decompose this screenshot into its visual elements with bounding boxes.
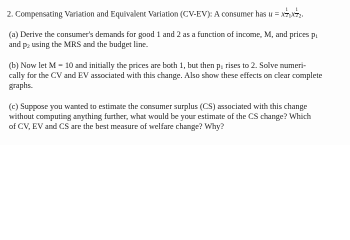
utility-exponent-1: $\frac{1}{2}$ [285, 8, 289, 19]
part-b-line-3: graphs. [9, 81, 33, 90]
part-a-line-2: and $p_2$ using the MRS and the budget line. [9, 40, 149, 50]
utility-period: . [301, 9, 304, 19]
utility-equals: = [272, 9, 282, 19]
part-c-line-2: without computing anything further, what would be your estimate of the CS change? Which [9, 112, 311, 121]
utility-sub-2: 2 [298, 13, 302, 20]
utility-u: u [268, 9, 273, 19]
utility-sub-1: 1 [288, 13, 292, 20]
utility-x2: x [291, 9, 295, 19]
part-b-line-2: cally for the CV and EV associated with this change. Also show these effects on clear complete [9, 71, 323, 80]
utility-exponent-2: $\frac{1}{2}$ [295, 8, 299, 19]
utility-x1: x [281, 9, 285, 19]
question-heading [7, 9, 303, 21]
part-c-line-1: (c) Suppose you wanted to estimate the consumer surplus (CS) associated with this change [9, 102, 308, 111]
part-b-line-1: (b) Now let M = 10 and initially the prices are both 1, but then $p_1$ rises to 2. Solve numeri- [9, 61, 307, 71]
part-c-line-3: of CV, EV and CS are the best measure of welfare change? Why? [9, 122, 224, 131]
part-a-line-1: (a) Derive the consumer's demands for good 1 and 2 as a function of income, M, and prices $p_1$ [9, 30, 319, 40]
heading-text: 2. Compensating Variation and Equivalent Variation (CV-EV): A consumer has [7, 9, 269, 19]
